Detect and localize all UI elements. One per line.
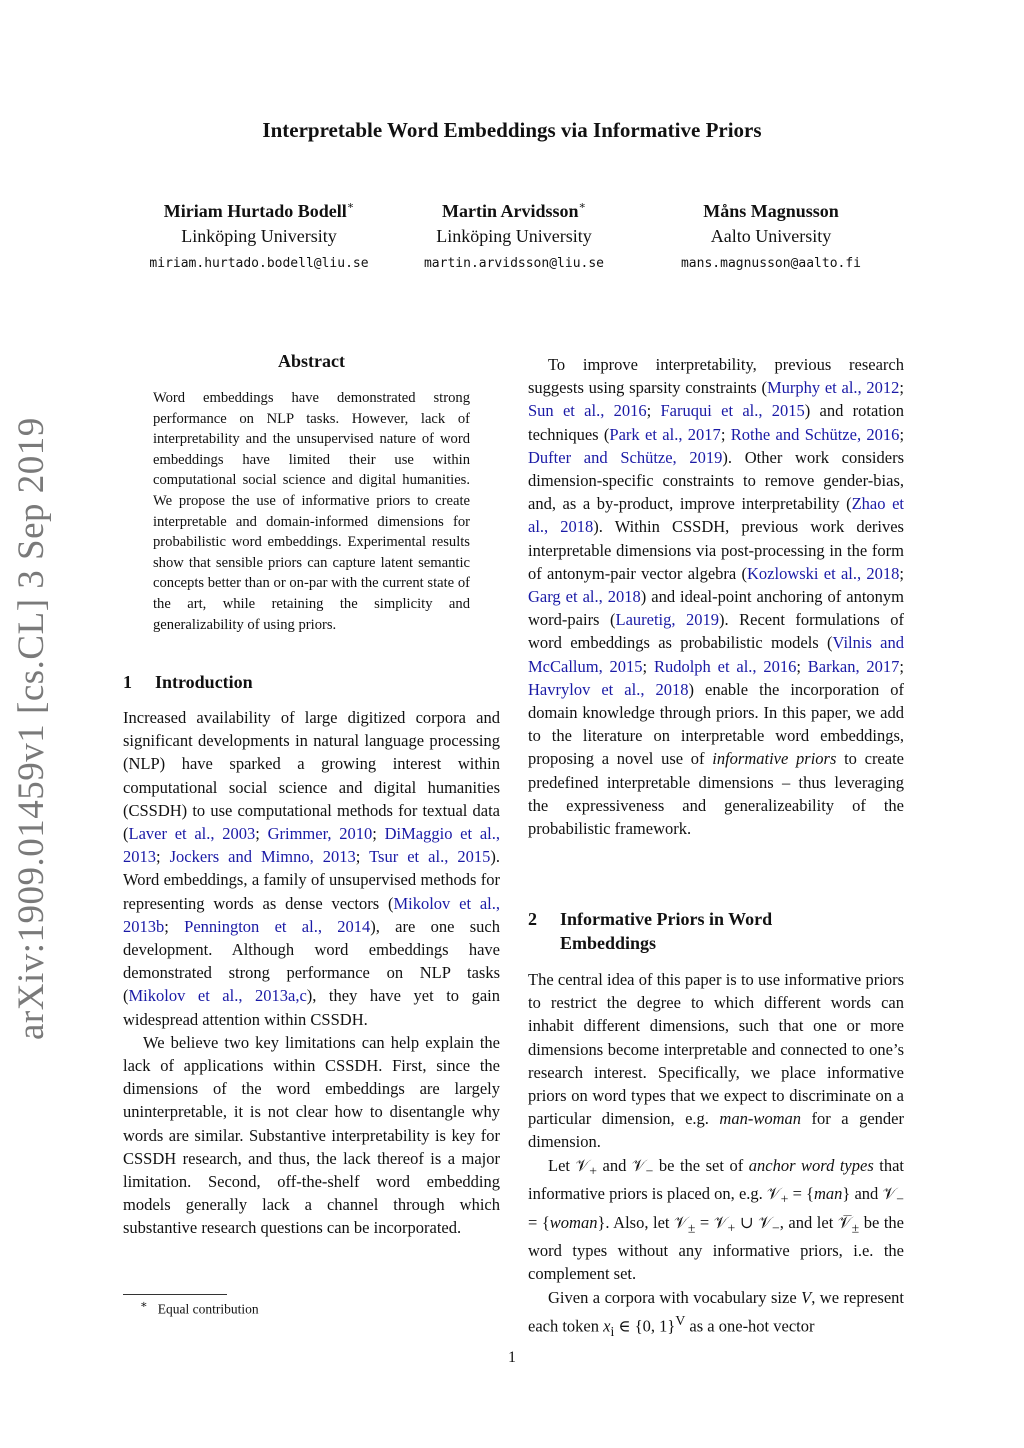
paragraph: Given a corpora with vocabulary size V, we represent each token $x_i$ ∈ {0, 1}$^V$ as a one-hot vector	[528, 1287, 904, 1339]
author-email[interactable]: martin.arvidsson@liu.se	[423, 256, 604, 271]
author-affiliation: Linköping University	[181, 226, 337, 246]
citation-link[interactable]: Zhao et al., 2018	[528, 494, 904, 537]
section2-body	[528, 968, 904, 1343]
footnote: ∗ Equal contribution	[140, 1299, 259, 1317]
citation-link[interactable]: Jockers and Mimno, 2013	[169, 847, 356, 867]
citation-link[interactable]: Murphy et al., 2012	[766, 378, 900, 398]
citation-link[interactable]: Grimmer, 2010	[267, 824, 373, 844]
citation-link[interactable]: Barkan, 2017	[807, 656, 900, 676]
paragraph: The central idea of this paper is to use informative priors to restrict the degree to which different words can inhabit different dimensions, such that one or more dimensions become interpretable and connected to one’s research interest. Specifically, we place informative priors on word types that we expect to discriminate on a particular dimension, e.g. man-woman for a gender dimension.	[528, 970, 904, 1152]
section-heading-informative-priors: 2 Informative Priors in Word Embeddings	[528, 909, 773, 953]
citation-link[interactable]: Faruqui et al., 2015	[660, 401, 805, 421]
citation-link[interactable]: Rothe and Schütze, 2016	[730, 424, 900, 444]
paragraph: Let 𝒱$_+$ and 𝒱$_-$ be the set of anchor word types that informative priors is placed on, e.g. 𝒱$_+$ = {man} and 𝒱$_-$ = {woman}. Also, let 𝒱$_\pm$ = 𝒱$_+$ ∪ 𝒱$_-$, and let $𝒱̅_\pm$ be the word types without any informative priors, i.e. the complement set.	[528, 1155, 905, 1284]
author-block	[621, 193, 921, 277]
author-email[interactable]: mans.magnusson@aalto.fi	[680, 256, 861, 271]
citation-link[interactable]: Mikolov et al., 2013a,c	[128, 986, 307, 1006]
citation-link[interactable]: Vilnis and McCallum, 2015	[528, 633, 904, 676]
abstract-text: Word embeddings have demonstrated strong performance on NLP tasks. However, lack of interpretability and the unsupervised nature of word embeddings have limited their use within computational social science and digital humanities. We propose the use of informative priors to create interpretable and domain-informed dimensions for probabilistic word embeddings. Experimental results show that sensible priors can capture latent semantic concepts better than or on-par with the current state of the art, while retaining the simplicity and generalizability of using priors.	[153, 390, 470, 633]
citation-link[interactable]: Laver et al., 2003	[128, 824, 256, 844]
author-name: Martin Arvidsson∗	[442, 200, 586, 221]
paragraph: We believe two key limitations can help explain the lack of applications within CSSDH. First, since the dimensions of the word embeddings are largely uninterpretable, it is not clear how to disentangle why words are similar. Substantive interpretability is key for CSSDH research, and thus, the lack thereof is a major limitation. Second, off-the-shelf word embedding models generally lack a channel through which substantive research questions can be incorporated.	[123, 1032, 500, 1238]
author-name: Måns Magnusson	[703, 201, 839, 221]
author-email[interactable]: miriam.hurtado.bodell@liu.se	[149, 256, 369, 271]
author-name: Miriam Hurtado Bodell∗	[163, 200, 355, 221]
related-work-paragraph	[528, 353, 904, 840]
citation-link[interactable]: Garg et al., 2018	[528, 587, 641, 607]
section-heading-introduction: 1 Introduction	[123, 672, 253, 692]
citation-link[interactable]: Pennington et al., 2014	[184, 916, 371, 936]
citation-link[interactable]: Sun et al., 2016	[528, 401, 647, 421]
author-block	[364, 193, 664, 277]
paper-title: Interpretable Word Embeddings via Informative Priors	[262, 118, 762, 142]
citation-link[interactable]: Kozlowski et al., 2018	[747, 563, 900, 583]
abstract-heading: Abstract	[278, 351, 345, 371]
citation-link[interactable]: DiMaggio et al., 2013	[123, 824, 500, 867]
introduction-body	[123, 706, 500, 1240]
citation-link[interactable]: Rudolph et al., 2016	[653, 656, 797, 676]
citation-link[interactable]: Tsur et al., 2015	[369, 847, 491, 867]
arxiv-stamp: arXiv:1909.01459v1 [cs.CL] 3 Sep 2019	[11, 417, 52, 1040]
citation-link[interactable]: Dufter and Schütze, 2019	[528, 447, 723, 467]
citation-link[interactable]: Mikolov et al., 2013b	[123, 893, 501, 936]
footnote-rule	[123, 1294, 227, 1295]
author-affiliation: Linköping University	[436, 226, 592, 246]
author-affiliation: Aalto University	[710, 226, 832, 246]
paragraph: To improve interpretability, previous research suggests using sparsity constraints (Murphy et al., 2012; Sun et al., 2016; Faruqui et al., 2015) and rotation techniques (Park et al., 2017; Rothe and Schütze, 2016; Dufter and Schütze, 2019). Other work considers dimension-specific constraints to remove gender-bias, and, as a by-product, improve interpretability (Zhao et al., 2018). Within CSSDH, previous work derives interpretable dimensions via post-processing in the form of antonym-pair vector algebra (Kozlowski et al., 2018; Garg et al., 2018) and ideal-point anchoring of antonym word-pairs (Lauretig, 2019). Recent formulations of word embeddings as probabilistic models (Vilnis and McCallum, 2015; Rudolph et al., 2016; Barkan, 2017; Havrylov et al., 2018) enable the incorporation of domain knowledge through priors. In this paper, we add to the literature on interpretable word embeddings, proposing a novel use of informative priors to create predefined interpretable dimensions – thus leveraging the expressiveness and generalizeability of the probabilistic framework.	[528, 355, 905, 839]
citation-link[interactable]: Park et al., 2017	[609, 424, 721, 444]
citation-link[interactable]: Havrylov et al., 2018	[528, 679, 689, 699]
paragraph: Increased availability of large digitized corpora and significant developments in natural language processing (NLP) have sparked a growing interest within computational social science and digital humanities (CSSDH) to use computational methods for textual data (Laver et al., 2003; Grimmer, 2010; DiMaggio et al., 2013; Jockers and Mimno, 2013; Tsur et al., 2015). Word embeddings, a family of unsupervised methods for representing words as dense vectors (Mikolov et al., 2013b; Pennington et al., 2014), are one such development. Although word embeddings have demonstrated strong performance on NLP tasks (Mikolov et al., 2013a,c), they have yet to gain widespread attention within CSSDH.	[123, 708, 501, 1029]
page-number: 1	[508, 1349, 516, 1366]
citation-link[interactable]: Lauretig, 2019	[615, 610, 719, 630]
